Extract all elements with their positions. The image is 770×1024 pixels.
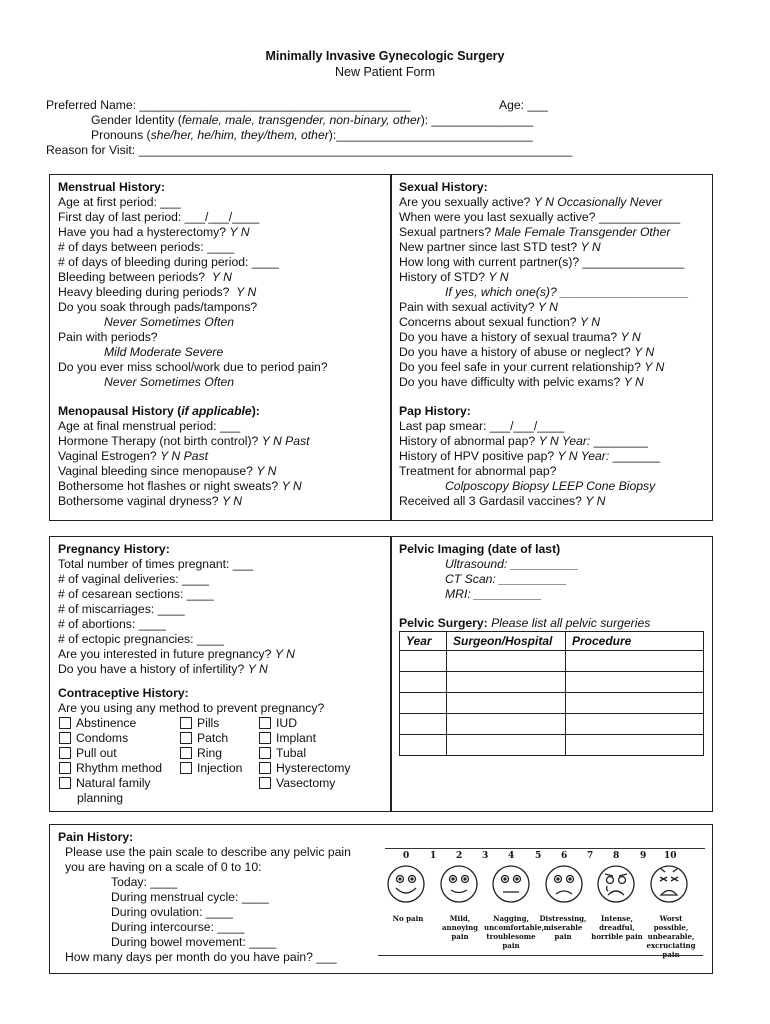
contraceptive-question: Are you using any method to prevent pregnancy? [58,701,325,715]
checkbox-option[interactable]: Natural family [59,776,151,791]
yn-choice[interactable]: Y N [644,360,665,374]
scale-number: 10 [664,851,677,861]
checkbox-option[interactable]: Injection [180,761,242,776]
pain-scale-top-line [385,848,705,849]
q-text: Vaginal Estrogen? [58,449,157,463]
table-cell[interactable] [447,693,566,714]
checkbox[interactable] [59,732,71,744]
q-text: Heavy bleeding during periods? [58,285,230,299]
table-cell[interactable] [566,693,704,714]
checkbox[interactable] [259,777,271,789]
menstrual-line[interactable]: # of days of bleeding during period: ____ [58,255,279,269]
face-distressing-icon [546,866,582,902]
surgery-table [399,631,704,756]
pain-heading: Pain History: [58,830,134,844]
checkbox[interactable] [259,747,271,759]
table-row[interactable] [400,672,704,693]
menstrual-line[interactable]: Age at first period: ___ [58,195,181,209]
yn-choice[interactable]: Y N [236,285,257,299]
scale-number: 6 [561,851,568,861]
menopausal-line[interactable]: Age at final menstrual period: ___ [58,419,241,433]
pronouns-suffix: ):_____________________________ [328,128,533,142]
sexual-line[interactable]: New partner since last STD test? Y N [399,240,601,254]
menstrual-line: Pain with periods? [58,330,158,344]
yn-choice[interactable]: Y N [221,494,243,508]
menstrual-line[interactable]: # of days between periods: ____ [58,240,235,254]
yn-choice[interactable]: Y N [211,270,232,284]
yn-choice[interactable]: Y N [488,270,509,284]
table-cell[interactable] [400,651,447,672]
sexual-line[interactable]: Do you feel safe in your current relationship? Y N [399,360,665,374]
menopausal-line[interactable] [58,434,310,449]
table-cell[interactable] [447,735,566,756]
pain-item[interactable]: During bowel movement: ____ [111,935,277,949]
scale-number: 4 [508,851,515,861]
frequency-options[interactable]: Never Sometimes Often [104,315,235,329]
sexual-heading: Sexual History: [399,180,488,194]
menopausal-line[interactable] [58,449,208,464]
pregnancy-line[interactable]: # of cesarean sections: ____ [58,587,214,601]
age-field[interactable]: Age: ___ [499,98,548,112]
table-cell[interactable] [566,735,704,756]
table-header-row [400,632,704,651]
checkbox[interactable] [59,747,71,759]
checkbox-option[interactable]: Condoms [59,731,128,746]
checkbox[interactable] [180,747,192,759]
pain-item[interactable]: During menstrual cycle: ____ [111,890,269,904]
checkbox-option[interactable]: Vasectomy [259,776,335,791]
pregnancy-line[interactable]: # of miscarriages: ____ [58,602,185,616]
form-subtitle: New Patient Form [334,65,436,79]
pain-intro: you are having on a scale of 0 to 10: [65,860,262,874]
table-cell[interactable] [400,693,447,714]
face-intense-icon [598,866,634,902]
surgery-heading: Pelvic Surgery: Please list all pelvic surgeries [399,616,651,630]
scale-number: 0 [403,851,410,861]
sexual-line[interactable]: Pain with sexual activity? Y N [399,300,558,314]
face-nagging-icon [493,866,529,902]
table-row[interactable] [400,693,704,714]
pap-line[interactable]: History of abnormal pap? Y N Year: ________ [399,434,648,448]
yn-choice[interactable]: Y N [623,375,644,389]
q-text: Have you had a hysterectomy? [58,225,227,239]
pain-item[interactable]: During ovulation: ____ [111,905,233,919]
yn-choice[interactable]: Y N [580,240,601,254]
pain-days-field[interactable]: How many days per month do you have pain? ___ [65,950,337,964]
pap-line[interactable]: History of HPV positive pap? Y N Year: _______ [399,449,661,463]
checkbox[interactable] [59,762,71,774]
scale-number: 8 [613,851,620,861]
yn-choice[interactable]: Y N [579,315,601,329]
table-cell[interactable] [400,672,447,693]
menopausal-heading: Menopausal History (if applicable): [58,404,260,418]
checkbox[interactable] [59,777,71,789]
q-text: Bothersome hot flashes or night sweats? [58,479,279,493]
partner-options[interactable]: Male Female Transgender Other [494,225,671,239]
pronouns-options: she/her, he/him, they/them, other [150,128,329,142]
gender-identity-field[interactable] [91,113,533,127]
menopausal-line[interactable] [58,479,302,494]
col-surgeon: Surgeon/Hospital [447,632,566,651]
yn-choice[interactable]: Y N [620,330,641,344]
sexual-line[interactable]: How long with current partner(s)? _______________ [399,255,685,269]
scale-number: 3 [482,851,489,861]
activity-options[interactable]: Y N Occasionally Never [533,195,663,209]
checkbox[interactable] [180,717,192,729]
scale-number: 5 [535,851,542,861]
sexual-line[interactable]: Do you have difficulty with pelvic exams? Y N [399,375,644,389]
q-text: Hormone Therapy (not birth control)? [58,434,259,448]
pap-heading: Pap History: [399,404,471,418]
gender-suffix: ): _______________ [420,113,534,127]
gender-prefix: Gender Identity ( [91,113,182,127]
sexual-line[interactable]: Are you sexually active? Y N Occasionally Never [399,195,663,209]
pregnancy-line[interactable]: Are you interested in future pregnancy? Y N [58,647,295,661]
yn-choice[interactable]: Y N [634,345,655,359]
table-cell[interactable] [566,672,704,693]
checkbox[interactable] [259,732,271,744]
checkbox-option-cont: planning [77,791,124,805]
menopausal-line[interactable] [58,494,242,509]
pap-line: Treatment for abnormal pap? [399,464,557,478]
yn-choice[interactable]: Y N [281,479,302,493]
checkbox-option[interactable]: Ring [180,746,222,761]
scale-number: 7 [587,851,594,861]
menopausal-line[interactable] [58,464,276,479]
yn-choice[interactable]: Y N [585,494,606,508]
scale-label: Nagging, uncomfortable, troublesome pain [484,914,545,950]
pregnancy-heading: Pregnancy History: [58,542,170,556]
scale-label: Mild, annoying pain [441,914,479,941]
checkbox[interactable] [259,717,271,729]
table-cell[interactable] [447,714,566,735]
q-text: Vaginal bleeding since menopause? [58,464,253,478]
col-year: Year [400,632,447,651]
yn-choice[interactable]: Y N [274,647,295,661]
menstrual-line: Do you soak through pads/tampons? [58,300,258,314]
checkbox[interactable] [180,732,192,744]
scale-label: Worst possible, unbearable, excruciating [646,914,696,950]
table-row[interactable] [400,651,704,672]
menstrual-line[interactable]: First day of last period: ___/___/____ [58,210,260,224]
scale-label: Intense, dreadful, horrible pain [591,914,643,941]
contraceptive-heading: Contraceptive History: [58,686,189,700]
pain-faces [385,862,705,912]
checkbox-option[interactable]: IUD [259,716,297,731]
scale-number: 1 [430,851,437,861]
checkbox-option[interactable]: Implant [259,731,316,746]
table-row[interactable] [400,735,704,756]
frequency-options[interactable]: Never Sometimes Often [104,375,235,389]
scale-number: 9 [640,851,647,861]
sexual-line[interactable]: When were you last sexually active? ____________ [399,210,681,224]
checkbox-option[interactable]: Abstinence [59,716,136,731]
checkbox-option[interactable]: Pills [180,716,219,731]
ynp-choice[interactable]: Y N Past [261,434,310,448]
menstrual-heading: Menstrual History: [58,180,165,194]
pap-line[interactable]: Received all 3 Gardasil vaccines? Y N [399,494,606,508]
form-title: Minimally Invasive Gynecologic Surgery [265,49,505,63]
checkbox[interactable] [59,717,71,729]
checkbox-option[interactable]: Tubal [259,746,306,761]
ct-scan-field[interactable]: CT Scan: __________ [445,572,567,586]
severity-options[interactable]: Mild Moderate Severe [104,345,224,359]
table-cell[interactable] [566,651,704,672]
pap-line[interactable]: Last pap smear: ___/___/____ [399,419,565,433]
preferred-name-field[interactable]: Preferred Name: ________________________________________ [46,98,411,112]
table-cell[interactable] [400,714,447,735]
pain-item[interactable]: Today: ____ [111,875,178,889]
menstrual-line: Do you ever miss school/work due to period pain? [58,360,328,374]
std-which-field[interactable]: If yes, which one(s)? ___________________ [445,285,689,299]
col-procedure: Procedure [566,632,704,651]
yn-choice[interactable]: Y N [256,464,277,478]
menstrual-line[interactable] [58,225,250,240]
pregnancy-line[interactable]: # of ectopic pregnancies: ____ [58,632,225,646]
checkbox-option[interactable]: Rhythm method [59,761,162,776]
table-row[interactable] [400,714,704,735]
q-text: Bothersome vaginal dryness? [58,494,219,508]
sexual-line[interactable]: Sexual partners? Male Female Transgender Other [399,225,671,239]
yn-choice[interactable]: Y N [537,300,558,314]
pronouns-prefix: Pronouns ( [91,128,151,142]
pain-scale-bottom-line [378,955,703,956]
scale-label: No pain [392,914,424,923]
checkbox-option[interactable]: Patch [180,731,228,746]
face-no-pain-icon [388,866,424,902]
sexual-line[interactable]: Concerns about sexual function? Y N [399,315,601,329]
yn-choice[interactable]: Y N [247,662,268,676]
table-cell[interactable] [566,714,704,735]
checkbox-option[interactable]: Hysterectomy [259,761,351,776]
table-cell[interactable] [447,672,566,693]
treatment-options[interactable]: Colposcopy Biopsy LEEP Cone Biopsy [445,479,656,493]
scale-label: Distressing, miserable pain [539,914,587,941]
q-text: Bleeding between periods? [58,270,206,284]
pregnancy-line[interactable]: # of vaginal deliveries: ____ [58,572,210,586]
mri-field[interactable]: MRI: __________ [445,587,542,601]
table-cell[interactable] [447,651,566,672]
scale-number: 2 [456,851,463,861]
sexual-line[interactable]: Do you have a history of abuse or neglect? Y N [399,345,655,359]
yn-choice[interactable]: Y N [229,225,250,239]
ultrasound-field[interactable]: Ultrasound: __________ [445,557,579,571]
pregnancy-line[interactable]: # of abortions: ____ [58,617,166,631]
checkbox[interactable] [259,762,271,774]
imaging-heading: Pelvic Imaging (date of last) [399,542,561,556]
reason-for-visit-field[interactable]: Reason for Visit: ________________________________________________________________ [46,143,573,157]
menstrual-line[interactable] [58,285,256,300]
sexual-line[interactable]: History of STD? Y N [399,270,509,284]
sexual-line[interactable]: Do you have a history of sexual trauma? Y N [399,330,641,344]
pregnancy-line[interactable]: Do you have a history of infertility? Y N [58,662,268,676]
face-worst-icon [651,866,687,902]
pregnancy-line[interactable]: Total number of times pregnant: ___ [58,557,254,571]
table-cell[interactable] [400,735,447,756]
gender-options: female, male, transgender, non-binary, other [181,113,421,127]
pronouns-field[interactable] [91,128,533,142]
pain-intro: Please use the pain scale to describe any pelvic pain [65,845,351,859]
face-mild-icon [441,866,477,902]
checkbox-option[interactable]: Pull out [59,746,117,761]
pain-item[interactable]: During intercourse: ____ [111,920,245,934]
checkbox[interactable] [180,762,192,774]
ynp-choice[interactable]: Y N Past [160,449,208,463]
menstrual-line[interactable] [58,270,232,285]
